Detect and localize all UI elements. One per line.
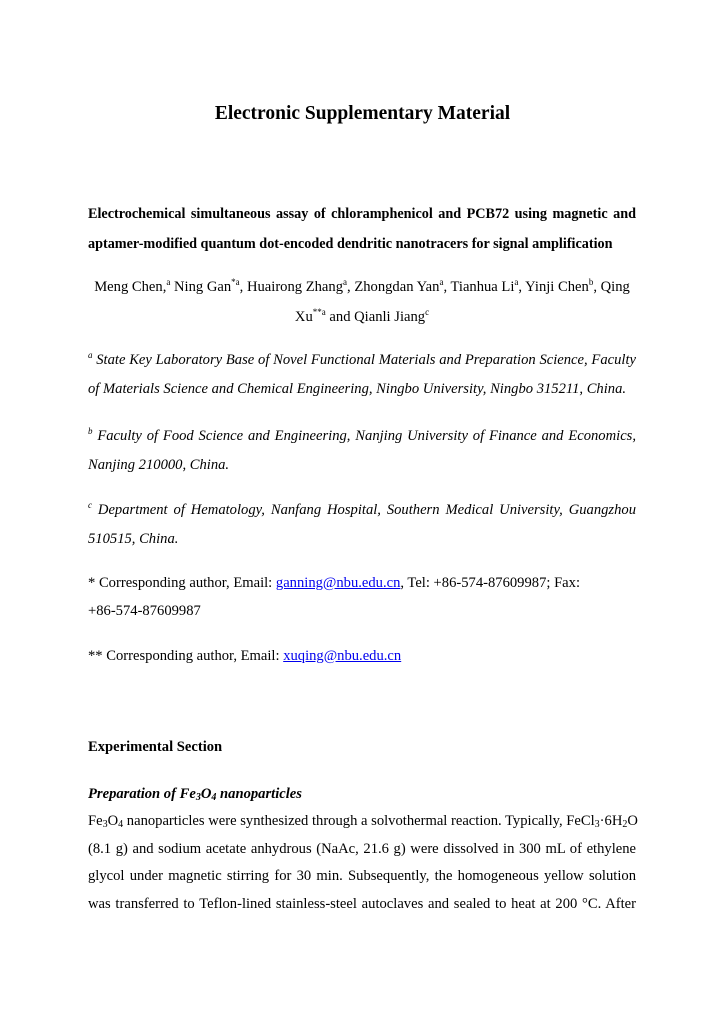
author-name: , Zhongdan Yan [347,279,440,295]
email-link-xuqing[interactable]: xuqing@nbu.edu.cn [283,648,402,664]
affiliation-text: Department of Hematology, Nanfang Hospital, Southern Medical University, Guangzhou [92,502,636,518]
article-title-line-2: aptamer-modified quantum dot-encoded dendritic nanotracers for signal amplification [88,235,613,252]
affiliation-b [88,422,636,480]
author-affiliation-mark: a [439,277,444,287]
article-title-line-1: Electrochemical simultaneous assay of chloramphenicol and PCB72 using magnetic and [88,206,636,222]
author-name: , Huairong Zhang [239,279,344,295]
affiliation-c-line-2: 510515, China. [88,531,179,547]
author-affiliation-mark: a [514,277,519,287]
subscript: 3 [594,819,600,830]
author-affiliation-mark: **a [312,307,326,317]
affiliation-c [88,496,636,554]
affiliation-mark: c [88,500,92,510]
corresponding-author-2 [88,643,636,670]
body-paragraph [88,808,636,918]
author-list [88,272,636,332]
text-run: nanoparticles were synthesized through a solvothermal reaction. Typically, FeCl [123,813,595,829]
text-run: O [107,813,119,829]
author-name: , Qing [593,279,630,295]
paragraph-line-1 [88,808,636,836]
subscript: 4 [211,792,217,803]
paragraph-line-3: glycol under magnetic stirring for 30 min. Subsequently, the homogeneous yellow solution [88,868,636,884]
text-run: Fe [88,813,103,829]
author-name: , Tianhua Li [443,279,515,295]
affiliation-c-line-1 [88,496,636,525]
subsection-heading-text: nanoparticles [216,786,302,802]
author-affiliation-mark: c [425,307,430,317]
corresponding-label: ** Corresponding author, Email: [88,648,284,664]
section-heading: Experimental Section [88,739,223,755]
affiliation-text: Faculty of Food Science and Engineering, Nanjing University of Finance and Economics, [92,428,636,444]
paragraph-line-4: was transferred to Teflon-lined stainless-steel autoclaves and sealed to heat at 200 °C. After [88,895,636,912]
author-name: and Qianli Jiang [325,309,426,325]
affiliation-a [88,346,636,404]
author-name: Xu [294,309,313,325]
author-affiliation-mark: a [166,277,171,287]
text-run: ·6H [599,813,623,829]
corresponding-label: * Corresponding author, Email: [88,575,276,591]
email-link-ganning[interactable]: ganning@nbu.edu.cn [275,575,401,591]
affiliation-text: State Key Laboratory Base of Novel Functional Materials and Preparation Science, Faculty [92,352,636,368]
author-name: Meng Chen, [94,279,167,295]
author-affiliation-mark: b [588,277,594,287]
article-title [88,200,636,259]
document-title: Electronic Supplementary Material [214,103,511,124]
subscript: 2 [622,819,628,830]
subsection-heading [88,781,636,808]
subscript: 3 [195,792,201,803]
fax-number: +86-574-87609987 [88,603,201,619]
author-name: , Yinji Chen [518,279,589,295]
contact-phone-fax: , Tel: +86-574-87609987; Fax: [400,575,581,591]
text-run: O [627,813,638,829]
subsection-heading-text: Preparation of Fe [88,786,196,802]
author-name: Ning Gan [170,279,232,295]
author-affiliation-mark: a [343,277,348,287]
subscript: 4 [118,819,124,830]
paragraph-line-2: (8.1 g) and sodium acetate anhydrous (NaAc, 21.6 g) were dissolved in 300 mL of ethylene [88,840,636,857]
author-affiliation-mark: *a [231,277,240,287]
affiliation-a-line-1 [88,346,636,375]
affiliation-b-line-2: Nanjing 210000, China. [88,457,230,473]
affiliation-mark: b [88,426,93,436]
affiliation-b-line-1 [88,422,636,451]
subsection-heading-text: O [200,786,212,802]
affiliation-a-line-2: of Materials Science and Chemical Engineering, Ningbo University, Ningbo 315211, China. [88,381,627,397]
corresponding-author-1 [88,569,636,625]
affiliation-mark: a [88,350,93,360]
subscript: 3 [102,819,108,830]
